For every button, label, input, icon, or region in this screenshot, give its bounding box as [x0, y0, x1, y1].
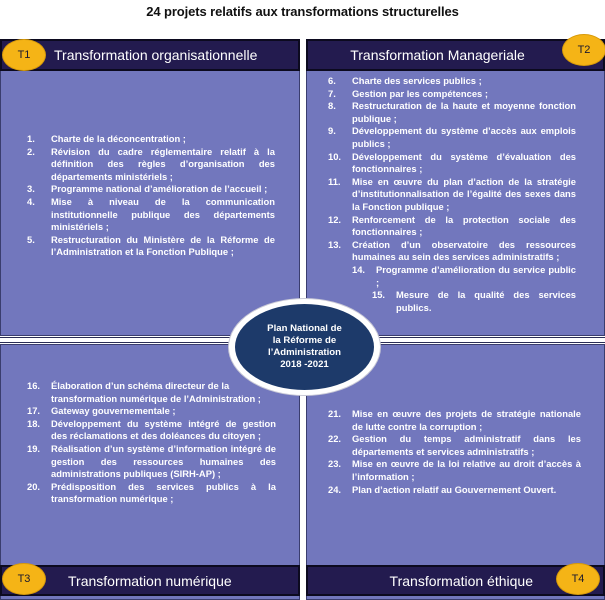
project-item — [328, 151, 576, 176]
project-number: 18. — [27, 417, 41, 429]
project-number: 22. — [328, 433, 342, 445]
project-item — [328, 214, 576, 239]
heading-t2: Transformation Manageriale — [350, 47, 525, 63]
badge-t1: T1 — [2, 39, 46, 71]
project-item — [352, 264, 576, 289]
project-text: Plan d’action relatif au Gouvernement Ouvert. — [352, 483, 557, 495]
project-item — [27, 405, 276, 418]
project-text: Révision du cadre réglementaire relatif à la définition des règles d’organisation des départements ministériels ; — [51, 145, 275, 182]
project-list-t3 — [27, 380, 276, 506]
project-text: Gateway gouvernementale ; — [51, 405, 176, 417]
project-text: Mesure de la qualité des services publics. — [396, 289, 576, 313]
project-item — [27, 380, 276, 405]
project-text: Programme d’amélioration du service public ; — [376, 263, 576, 288]
project-number: 16. — [27, 380, 41, 391]
project-number: 3. — [27, 183, 35, 195]
diagram-title: 24 projets relatifs aux transformations structurelles — [146, 4, 459, 19]
center-plan-label — [235, 304, 374, 390]
project-number: 23. — [328, 458, 342, 470]
project-text: Mise en œuvre des projets de stratégie nationale de lutte contre la corruption ; — [352, 408, 581, 432]
project-number: 4. — [27, 195, 35, 207]
project-number: 19. — [27, 442, 41, 454]
project-number: 7. — [328, 87, 336, 99]
project-item — [27, 133, 275, 146]
project-number: 24. — [328, 483, 342, 495]
project-number: 9. — [328, 125, 336, 137]
project-item — [328, 125, 576, 150]
project-number: 11. — [328, 175, 341, 187]
project-item — [27, 146, 275, 184]
project-list-t4 — [328, 408, 581, 496]
project-item — [27, 443, 276, 481]
project-text: Développement du système d’évaluation des fonctionnaires ; — [352, 150, 576, 175]
project-number: 17. — [27, 405, 41, 417]
project-number: 20. — [27, 480, 41, 492]
project-number: 13. — [328, 238, 342, 250]
project-number: 14. — [352, 263, 366, 275]
project-text: Élaboration d’un schéma directeur de la transformation numérique de l’Administration ; — [51, 380, 261, 404]
badge-t3: T3 — [2, 563, 46, 595]
project-item — [328, 433, 581, 458]
project-text: Restructuration du Ministère de la Réforme de l’Administration et la Fonction Publique ; — [51, 233, 275, 258]
badge-t4: T4 — [556, 563, 600, 595]
project-text: Charte de la déconcentration ; — [51, 133, 186, 144]
project-text: Développement du système d’accès aux emplois publics ; — [352, 125, 576, 149]
center-line: l’Administration — [267, 347, 342, 358]
project-item — [328, 176, 576, 214]
project-text: Mise en œuvre du plan d’action de la stratégie d’institutionnalisation de l’égalité des sexes dans la Fonction publique ; — [352, 175, 576, 212]
project-text: Mise à niveau de la communication institutionnelle publique des départements ministériels ; — [51, 195, 275, 233]
project-item — [27, 183, 275, 196]
project-number: 1. — [27, 133, 35, 144]
center-line: 2018 -2021 — [280, 359, 329, 370]
project-item — [27, 234, 275, 259]
project-item — [328, 408, 581, 433]
project-text: Renforcement de la protection sociale des fonctionnaires ; — [352, 213, 576, 238]
project-text: Réalisation d’un système d’information intégré de gestion des ressources humaines des administrations publiques (SIRH-AP) ; — [51, 442, 276, 480]
project-item — [328, 88, 576, 101]
project-list-t2 — [328, 75, 576, 314]
project-text: Mise en œuvre de la loi relative au droit d’accès à l’information ; — [352, 458, 581, 482]
heading-t1: Transformation organisationnelle — [54, 47, 258, 63]
project-text: Développement du système intégré de gestion des réclamations et des doléances du citoyen ; — [51, 417, 276, 442]
project-item — [372, 289, 576, 314]
center-line: la Réforme de — [272, 335, 337, 346]
project-text: Création d’un observatoire des ressources humaines au sein des services administratifs ; — [352, 238, 576, 263]
project-number: 2. — [27, 145, 35, 157]
project-number: 8. — [328, 100, 336, 112]
project-text: Programme national d’amélioration de l’accueil ; — [51, 183, 268, 195]
center-line: Plan National de — [267, 323, 342, 334]
project-number: 10. — [328, 150, 342, 162]
project-item — [328, 75, 576, 88]
project-text: Prédisposition des services publics à la transformation numérique ; — [51, 480, 276, 505]
project-number: 21. — [328, 408, 342, 419]
project-list-t1 — [27, 133, 275, 259]
heading-t4: Transformation éthique — [389, 572, 533, 589]
project-item — [328, 100, 576, 125]
project-item — [328, 458, 581, 483]
project-number: 12. — [328, 213, 342, 225]
project-number: 6. — [328, 75, 336, 86]
project-item — [27, 418, 276, 443]
heading-t3: Transformation numérique — [68, 572, 232, 589]
project-item — [328, 239, 576, 264]
project-item — [328, 484, 581, 497]
project-text: Charte des services publics ; — [352, 75, 482, 86]
project-item — [27, 481, 276, 506]
heading-band-t2 — [306, 39, 605, 71]
project-number: 15. — [372, 289, 386, 301]
project-text: Gestion par les compétences ; — [352, 87, 488, 99]
project-item — [27, 196, 275, 234]
project-text: Gestion du temps administratif dans les départements et services administratifs ; — [352, 433, 581, 457]
badge-t2: T2 — [562, 34, 605, 66]
project-text: Restructuration de la haute et moyenne fonction publique ; — [352, 100, 576, 124]
project-number: 5. — [27, 233, 35, 245]
